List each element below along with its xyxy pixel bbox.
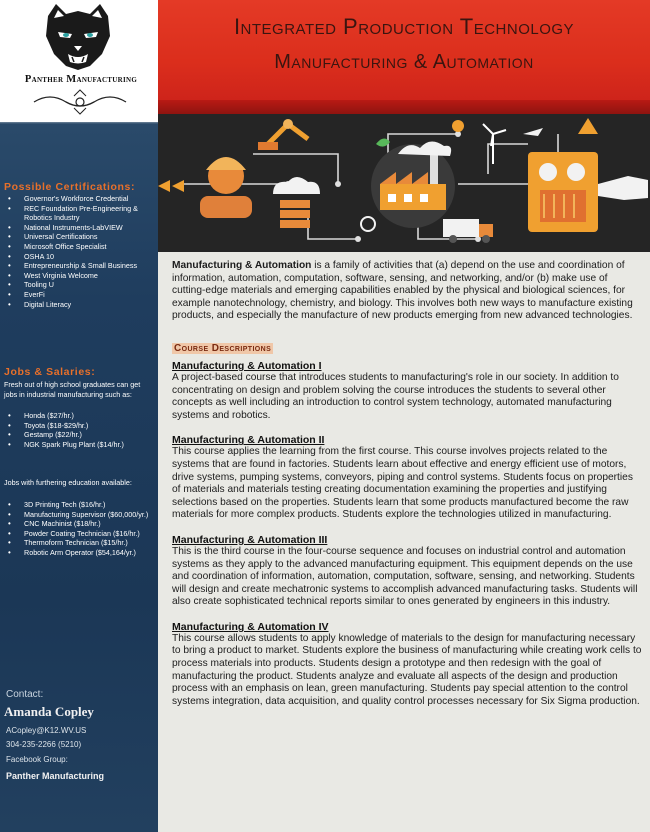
list-item: • Powder Coating Technician ($16/hr.) (4, 529, 154, 539)
jobs-heading: Jobs & Salaries: (4, 366, 96, 378)
list-item: • Entrepreneurship & Small Business (4, 261, 154, 271)
list-item: • Honda ($27/hr.) (4, 411, 154, 421)
list-item: • Microsoft Office Specialist (4, 242, 154, 252)
facebook-group-link[interactable]: Panther Manufacturing (6, 771, 105, 781)
header-stripe (158, 100, 650, 114)
jobs-list (4, 411, 154, 449)
course-body: This is the third course in the four-course sequence and focuses on industrial control and automation systems as they apply to the advanced manufacturing equipment. This equipment depends on the use and coordination of information, automation, computation, software, sensing, and networking. Students will design and create mechatronic systems to accomplish advanced manufacturing tasks. Students will also create sophisticated technical reports similar to ones generated by engineers in this industry. (172, 545, 638, 608)
list-item: • Digital Literacy (4, 300, 154, 310)
flourish-icon (30, 88, 130, 116)
list-item: • West Virginia Welcome (4, 271, 154, 281)
course-2 (172, 434, 642, 522)
list-item: • Toyota ($18-$29/hr.) (4, 421, 154, 431)
jobs-intro: Fresh out of high school graduates can get jobs in industrial manufacturing such as: (4, 380, 141, 399)
course-title: Manufacturing & Automation IV (172, 620, 329, 633)
page-title: Integrated Production Technology (233, 14, 575, 39)
course-title: Manufacturing & Automation III (172, 533, 328, 546)
course-1 (172, 360, 642, 422)
list-item: • Universal Certifications (4, 232, 154, 242)
course-descriptions-heading: Course Descriptions (174, 342, 272, 354)
contact-name: Amanda Copley (4, 704, 94, 719)
course-body: This course allows students to apply knowledge of materials to the design for manufacturing necessary to bring a product to market. Students explore the business of manufacturing while creating work cells to process materials into products. Students design a prototype and then redesign with the goal of manufacturing the product. Students analyze and evaluate all aspects of the design and production process with an emphasis on lean, green manufacturing. Students pay special attention to the control systems integration, data acquisition, and quality control processes necessary for Six Sigma production. (172, 632, 642, 707)
main-content (172, 260, 642, 708)
further-jobs-intro: Jobs with furthering education available: (4, 478, 132, 487)
panther-logo-icon (38, 2, 118, 72)
page-header (158, 0, 650, 114)
list-item: • Thermoform Technician ($15/hr.) (4, 538, 154, 548)
list-item: • CNC Machinist ($18/hr.) (4, 519, 154, 529)
list-item: • Manufacturing Supervisor ($60,000/yr.) (4, 510, 154, 520)
further-jobs-list (4, 500, 154, 558)
course-body: This course applies the learning from the first course. This course involves projects related to the systems that are found in factories. Students learn about effective and energy efficient use of motors, drive systems, pumping systems, conveyors, piping and control systems. Students focus on properties of materials and materials testing creating documentation examining the properties and justifying selections based on the properties. Students learn that some products manufactured become the raw materials for more complex products. Students explore the technologies utilized in manufacturing. (172, 446, 633, 521)
page-subtitle: Manufacturing & Automation (274, 51, 534, 73)
course-title: Manufacturing & Automation I (172, 359, 322, 372)
automation-illustration (158, 114, 650, 252)
list-item: • National Instruments-LabVIEW (4, 223, 154, 233)
list-item: • OSHA 10 (4, 252, 154, 262)
list-item: • Gestamp ($22/hr.) (4, 430, 154, 440)
course-title: Manufacturing & Automation II (172, 434, 325, 447)
list-item: • NGK Spark Plug Plant ($14/hr.) (4, 440, 154, 450)
logo-block (0, 0, 158, 122)
intro-paragraph (172, 260, 642, 323)
list-item: • REC Foundation Pre-Engineering & Robotics Industry (4, 204, 154, 223)
factory-illustration-icon (158, 114, 650, 252)
contact-email[interactable]: ACopley@K12.WV.US (6, 726, 87, 735)
course-body: A project-based course that introduces students to manufacturing's role in our society. In addition to concentrating on design and problem solving the course introduces the students to several other concepts as well including an introduction to control system technology, automated manufacturing systems and robotics. (172, 371, 619, 421)
list-item: • Tooling U (4, 280, 154, 290)
list-item: • 3D Printing Tech ($16/hr.) (4, 500, 154, 510)
sidebar (0, 0, 158, 832)
contact-phone[interactable]: 304-235-2266 (5210) (6, 740, 82, 749)
intro-text: is a family of activities that (a) depend on the use and coordination of information, automation, computation, software, sensing, and networking, and/or (b) make use of cutting-edge materials and emerging capabilities enabled by the physical and biological sciences, for example nanotechnology, chemistry, and biology. This involves both new ways to manufacture existing products, and especially the manufacture of new products emerging from new advanced technologies. (172, 260, 633, 322)
course-3 (172, 534, 642, 609)
contact-heading: Contact: (6, 689, 44, 700)
facebook-label: Facebook Group: (6, 755, 68, 764)
certifications-heading: Possible Certifications: (4, 181, 136, 193)
list-item: • EverFi (4, 290, 154, 300)
brand-name: Panther Manufacturing (24, 74, 138, 85)
intro-lead: Manufacturing & Automation (172, 260, 312, 271)
list-item: • Robotic Arm Operator ($54,164/yr.) (4, 548, 154, 558)
list-item: • Governor's Workforce Credential (4, 194, 154, 204)
certifications-list (4, 194, 154, 309)
course-4 (172, 621, 642, 709)
